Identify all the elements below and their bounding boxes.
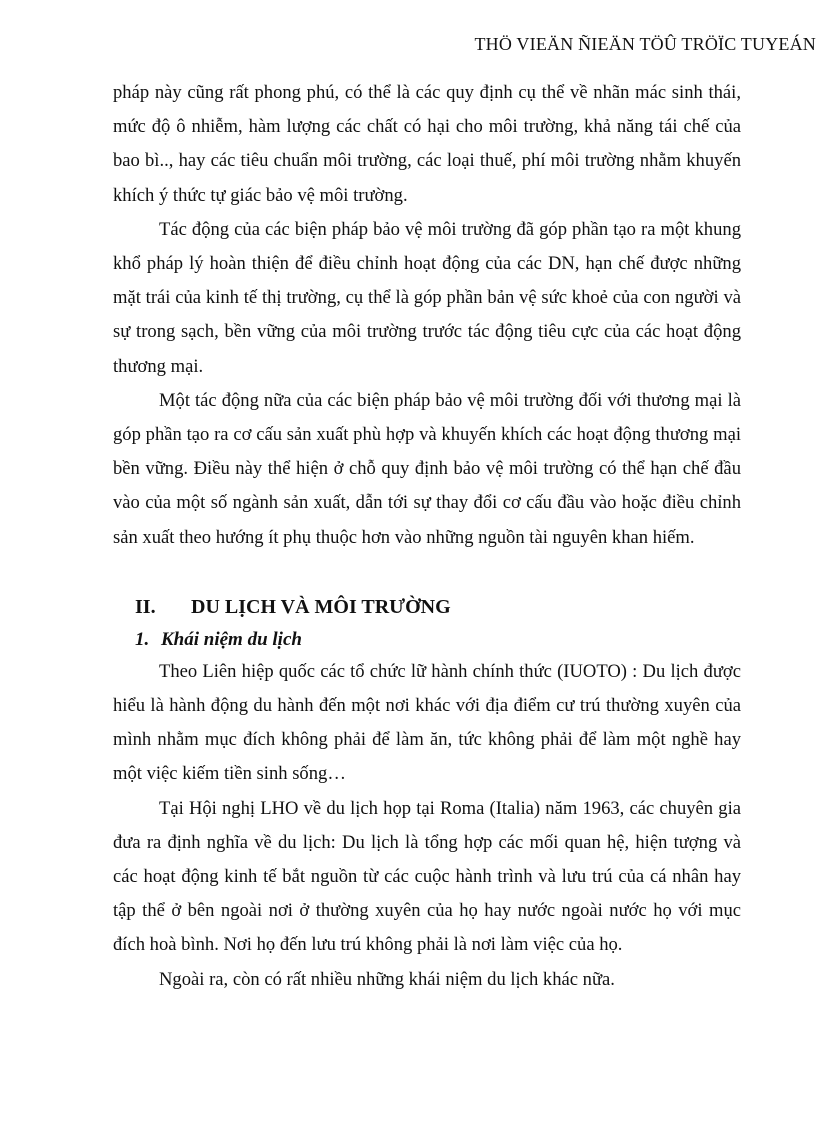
body-paragraph: Tại Hội nghị LHO về du lịch họp tại Roma (Italia) năm 1963, các chuyên gia đưa ra định nghĩa về du lịch: Du lịch là tổng hợp các mối quan hệ, hiện tượng và các hoạt động kinh tế bắt nguồn từ các cuộc hành trình và lưu trú của cá nhân hay tập thể ở bên ngoài nơi ở thường xuyên của họ hay nước ngoài nước họ với mục đích hoà bình. Nơi họ đến lưu trú không phải là nơi làm việc của họ. [113,797,741,956]
running-header: THÖ VIEÄN ÑIEÄN TÖÛ TRÖÏC TUYEÁN [474,34,816,54]
section-title: DU LỊCH VÀ MÔI TRƯỜNG [191,595,451,618]
subsection-heading [135,625,741,655]
body-paragraph: Một tác động nữa của các biện pháp bảo vệ môi trường đối với thương mại là góp phần tạo ra cơ cấu sản xuất phù hợp và khuyến khích các hoạt động thương mại bền vững. Điều này thể hiện ở chỗ quy định bảo vệ môi trường có thể hạn chế đầu vào của một số ngành sản xuất, dẫn tới sự thay đổi cơ cấu đầu vào hoặc điều chỉnh sản xuất theo hướng ít phụ thuộc hơn vào những nguồn tài nguyên khan hiếm. [113,389,741,548]
section-heading [135,589,741,625]
body-paragraph: Theo Liên hiệp quốc các tổ chức lữ hành chính thức (IUOTO) : Du lịch được hiểu là hành động du hành đến một nơi khác với địa điểm cư trú thường xuyên của mình nhằm mục đích không phải để làm ăn, tức không phải để làm một nghề hay một việc kiếm tiền sinh sống… [113,660,741,785]
subsection-title: Khái niệm du lịch [161,628,302,650]
page-body [113,76,741,997]
body-paragraph: pháp này cũng rất phong phú, có thể là các quy định cụ thể về nhãn mác sinh thái, mức độ ô nhiễm, hàm lượng các chất có hại cho môi trường, khả năng tái chế của bao bì.., hay các tiêu chuẩn môi trường, các loại thuế, phí môi trường nhằm khuyến khích ý thức tự giác bảo vệ môi trường. [113,82,741,206]
section-number: II. [135,595,156,618]
subsection-number: 1. [135,628,150,650]
body-paragraph: Ngoài ra, còn có rất nhiều những khái niệm du lịch khác nữa. [159,968,615,990]
body-paragraph: Tác động của các biện pháp bảo vệ môi trường đã góp phần tạo ra một khung khổ pháp lý hoàn thiện để điều chỉnh hoạt động của các DN, hạn chế được những mặt trái của kinh tế thị trường, cụ thể là góp phần bản vệ sức khoẻ của con người và sự trong sạch, bền vững của môi trường trước tác động tiêu cực của các hoạt động thương mại. [113,218,741,377]
